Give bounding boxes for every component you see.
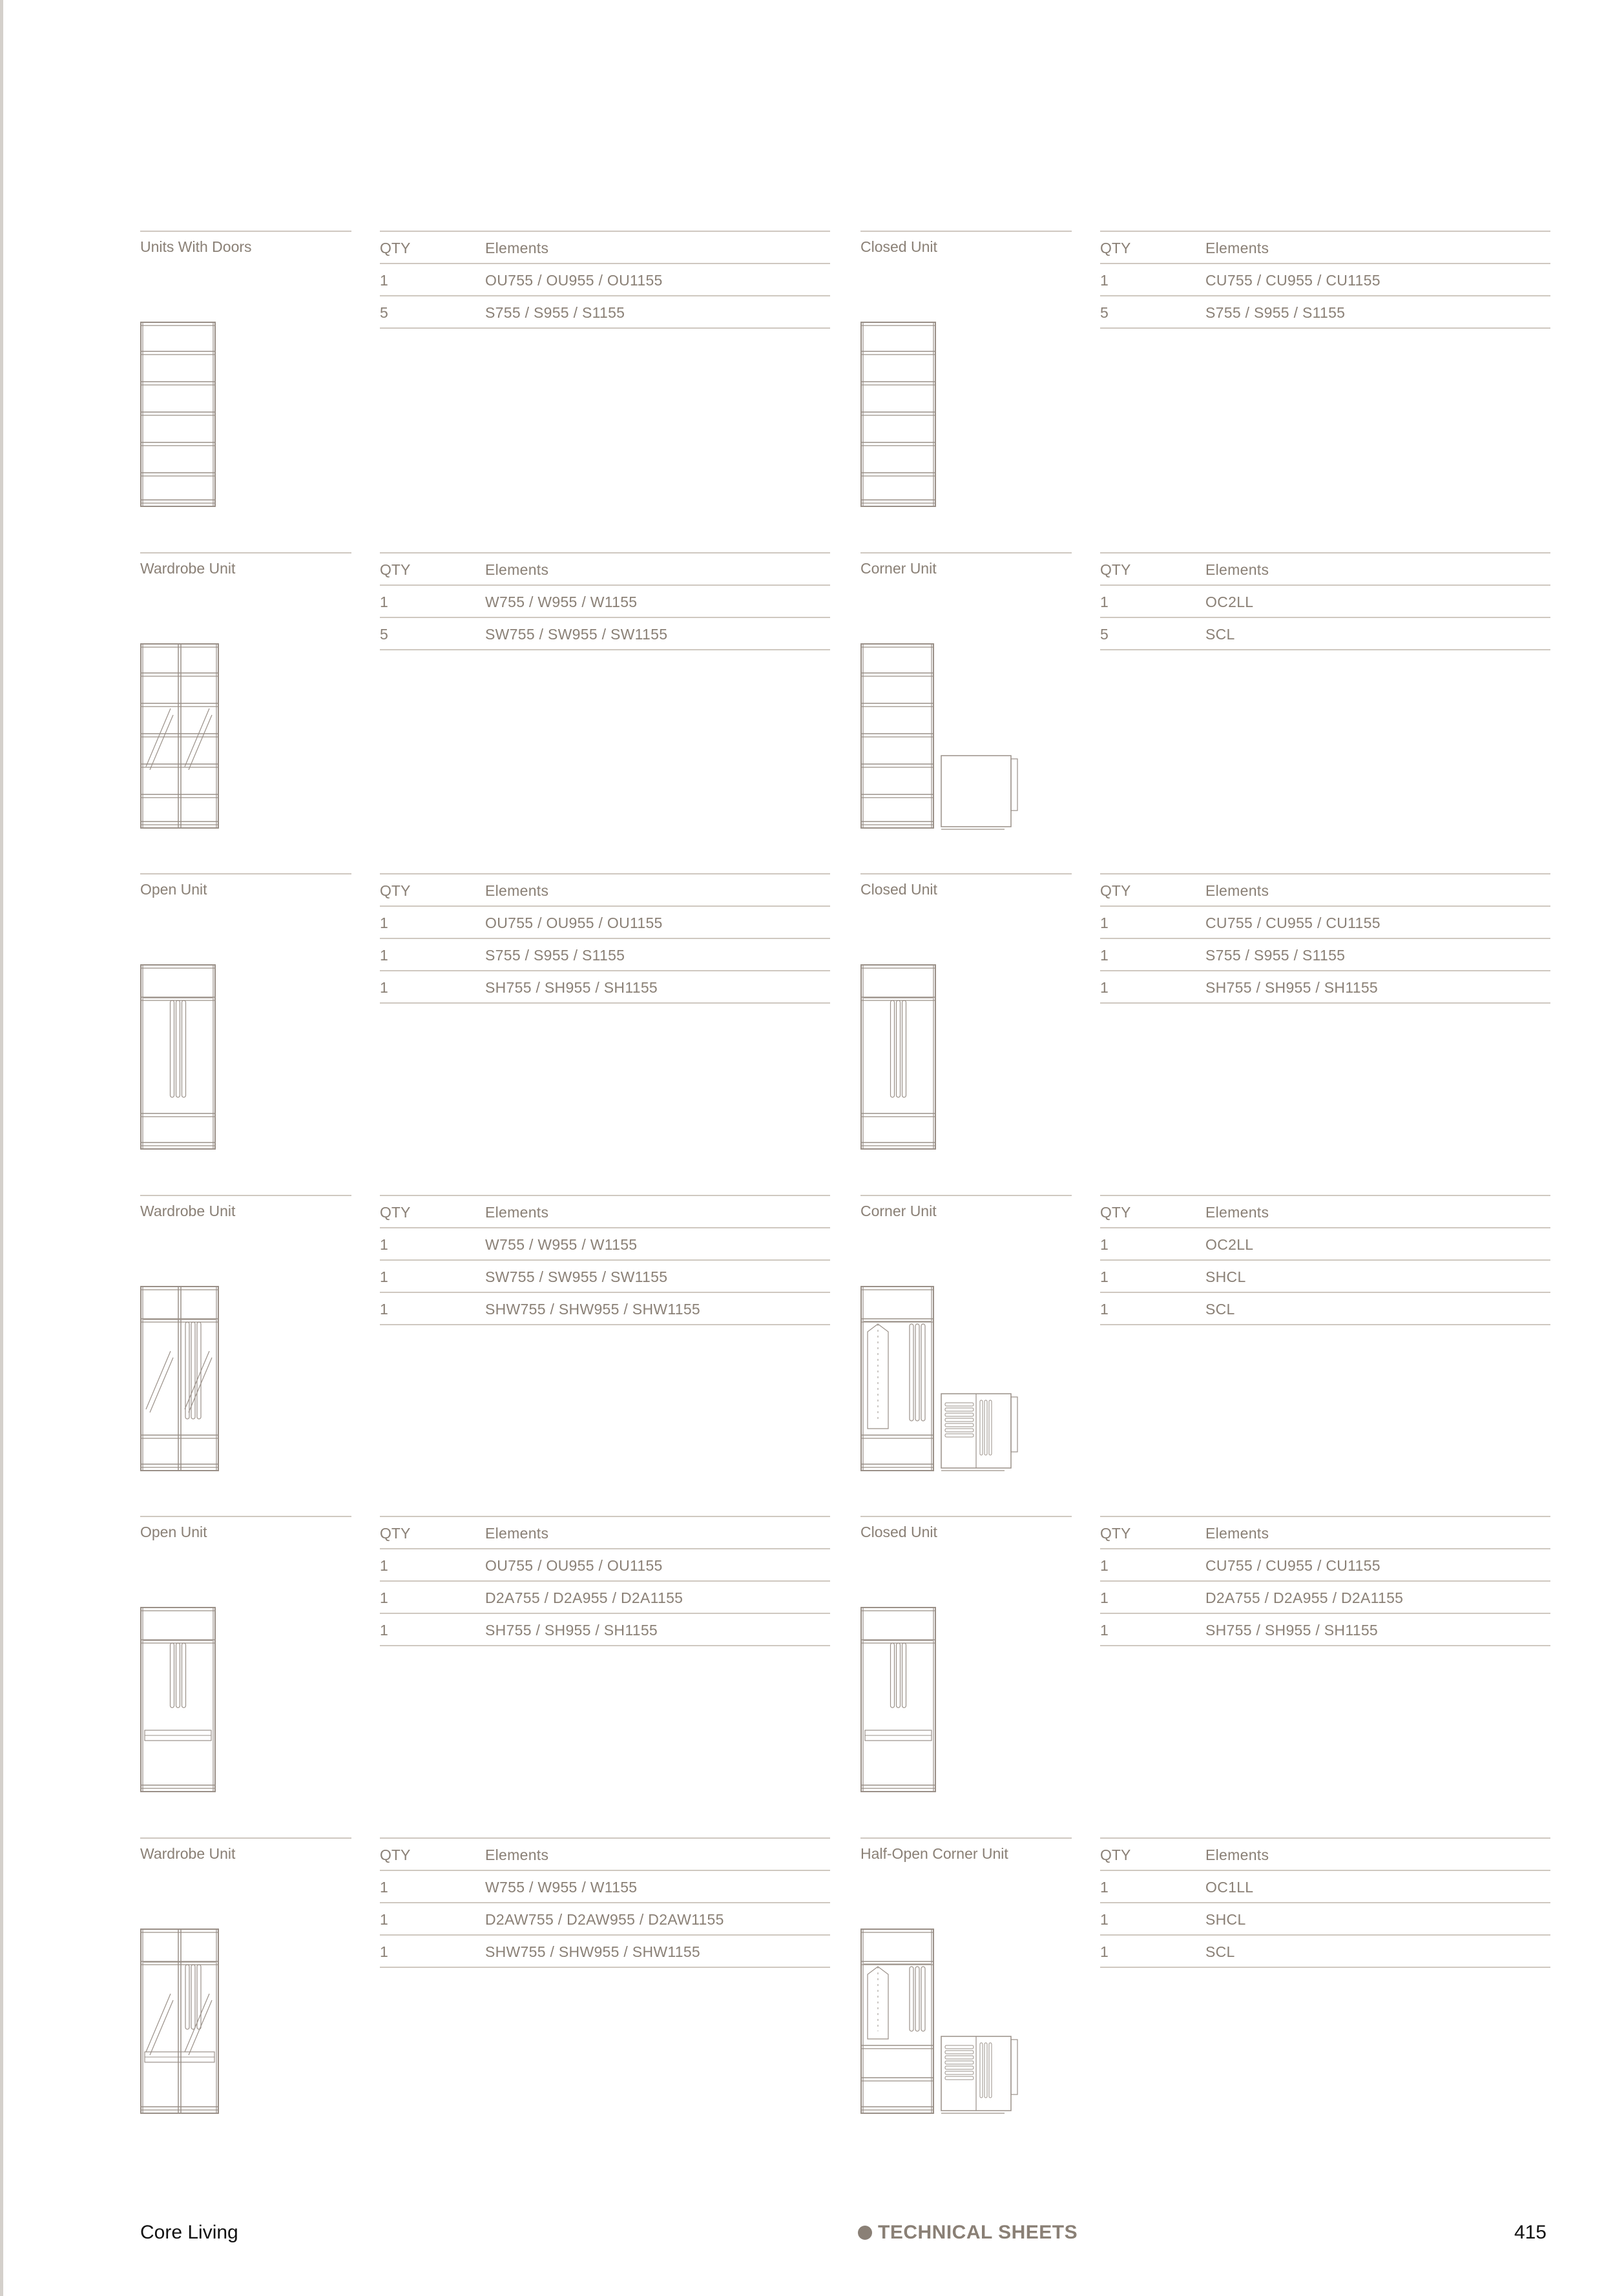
- qty-cell: 1: [380, 1943, 388, 1960]
- elements-cell: SHW755 / SHW955 / SHW1155: [485, 1943, 701, 1960]
- elements-cell: CU755 / CU955 / CU1155: [1205, 915, 1381, 931]
- qty-cell: 1: [1100, 594, 1109, 610]
- elements-cell: CU755 / CU955 / CU1155: [1205, 1557, 1381, 1574]
- unit-block: [140, 1195, 853, 1511]
- qty-cell: 1: [1100, 1911, 1109, 1928]
- elements-cell: SH755 / SH955 / SH1155: [485, 979, 658, 996]
- elements-table: [1100, 231, 1550, 329]
- table-row: [1100, 263, 1550, 295]
- table-row: [1100, 970, 1550, 1004]
- elements-table: [1100, 1195, 1550, 1325]
- elements-cell: SHCL: [1205, 1268, 1246, 1285]
- label-rule: [860, 1837, 1072, 1839]
- unit-drawing: [860, 1928, 1028, 2115]
- qty-cell: 1: [380, 915, 388, 931]
- elements-table: [1100, 873, 1550, 1004]
- unit-drawing: [860, 1285, 1028, 1473]
- qty-cell: 5: [1100, 626, 1109, 643]
- label-rule: [860, 1195, 1072, 1196]
- elements-cell: S755 / S955 / S1155: [485, 304, 625, 321]
- label-rule: [140, 1195, 351, 1196]
- qty-cell: 1: [380, 1911, 388, 1928]
- unit-label: Closed Unit: [860, 1524, 937, 1540]
- table-row: [380, 263, 830, 295]
- qty-cell: 1: [1100, 1622, 1109, 1639]
- qty-cell: 1: [1100, 1557, 1109, 1574]
- footer-section-title: [858, 2222, 1078, 2244]
- qty-cell: 1: [380, 1622, 388, 1639]
- qty-header: QTY: [1100, 1525, 1131, 1542]
- table-row: [1100, 1292, 1550, 1325]
- qty-cell: 1: [380, 947, 388, 964]
- unit-label: Closed Unit: [860, 881, 937, 898]
- elements-header: Elements: [485, 1204, 549, 1221]
- elements-table: [380, 873, 830, 1004]
- qty-cell: 1: [380, 1879, 388, 1896]
- table-header-row: [1100, 552, 1550, 584]
- footer-brand: Core Living: [140, 2222, 238, 2243]
- elements-cell: SW755 / SW955 / SW1155: [485, 1268, 668, 1285]
- unit-label: Units With Doors: [140, 238, 252, 255]
- elements-cell: D2AW755 / D2AW955 / D2AW1155: [485, 1911, 724, 1928]
- qty-header: QTY: [380, 561, 411, 578]
- qty-cell: 1: [380, 1557, 388, 1574]
- unit-drawing: [140, 643, 308, 830]
- table-header-row: [1100, 1837, 1550, 1870]
- elements-cell: SHCL: [1205, 1911, 1246, 1928]
- qty-cell: 1: [1100, 272, 1109, 289]
- qty-cell: 1: [380, 979, 388, 996]
- unit-label: Closed Unit: [860, 238, 937, 255]
- elements-cell: W755 / W955 / W1155: [485, 594, 638, 610]
- qty-cell: 1: [1100, 1301, 1109, 1318]
- table-header-row: [1100, 873, 1550, 905]
- elements-table: [380, 1516, 830, 1646]
- table-row: [1100, 938, 1550, 970]
- qty-cell: 1: [1100, 1943, 1109, 1960]
- elements-header: Elements: [1205, 561, 1269, 578]
- elements-cell: S755 / S955 / S1155: [1205, 947, 1346, 964]
- qty-header: QTY: [380, 1846, 411, 1863]
- unit-drawing: [140, 964, 308, 1151]
- elements-cell: S755 / S955 / S1155: [1205, 304, 1346, 321]
- elements-header: Elements: [485, 561, 549, 578]
- elements-table: [1100, 552, 1550, 650]
- table-header-row: [380, 1516, 830, 1548]
- unit-label: Half-Open Corner Unit: [860, 1845, 1008, 1862]
- table-row: [1100, 617, 1550, 650]
- qty-cell: 5: [380, 626, 388, 643]
- unit-drawing: [140, 1928, 308, 2115]
- qty-cell: 1: [380, 1268, 388, 1285]
- qty-header: QTY: [1100, 1204, 1131, 1221]
- qty-header: QTY: [1100, 561, 1131, 578]
- elements-header: Elements: [485, 882, 549, 899]
- bullet-dot-icon: [858, 2226, 872, 2240]
- table-header-row: [380, 873, 830, 905]
- unit-block: [140, 231, 853, 547]
- elements-cell: OU755 / OU955 / OU1155: [485, 272, 663, 289]
- elements-cell: D2A755 / D2A955 / D2A1155: [1205, 1589, 1404, 1606]
- elements-cell: SW755 / SW955 / SW1155: [485, 626, 668, 643]
- unit-label: Wardrobe Unit: [140, 560, 236, 577]
- unit-label: Wardrobe Unit: [140, 1845, 236, 1862]
- elements-cell: CU755 / CU955 / CU1155: [1205, 272, 1381, 289]
- elements-table: [1100, 1516, 1550, 1646]
- label-rule: [140, 1516, 351, 1517]
- unit-label: Corner Unit: [860, 560, 937, 577]
- elements-cell: W755 / W955 / W1155: [485, 1236, 638, 1253]
- label-rule: [860, 1516, 1072, 1517]
- qty-header: QTY: [380, 1204, 411, 1221]
- qty-cell: 1: [380, 1236, 388, 1253]
- elements-cell: OC2LL: [1205, 594, 1254, 610]
- unit-drawing: [860, 1606, 1028, 1794]
- qty-cell: 1: [1100, 915, 1109, 931]
- qty-header: QTY: [1100, 1846, 1131, 1863]
- table-header-row: [380, 552, 830, 584]
- table-row: [380, 1292, 830, 1325]
- elements-table: [380, 1837, 830, 1968]
- qty-cell: 1: [380, 272, 388, 289]
- table-header-row: [380, 1837, 830, 1870]
- label-rule: [140, 873, 351, 874]
- unit-label: Corner Unit: [860, 1203, 937, 1219]
- elements-header: Elements: [1205, 1204, 1269, 1221]
- elements-cell: OU755 / OU955 / OU1155: [485, 915, 663, 931]
- unit-block: [140, 873, 853, 1190]
- label-rule: [860, 873, 1072, 874]
- elements-cell: SH755 / SH955 / SH1155: [1205, 1622, 1379, 1639]
- unit-block: [140, 1516, 853, 1832]
- unit-label: Open Unit: [140, 881, 207, 898]
- qty-cell: 1: [380, 1301, 388, 1318]
- elements-cell: SHW755 / SHW955 / SHW1155: [485, 1301, 701, 1318]
- footer-section-label: TECHNICAL SHEETS: [878, 2222, 1078, 2243]
- qty-header: QTY: [380, 1525, 411, 1542]
- qty-cell: 1: [1100, 979, 1109, 996]
- table-row: [380, 1934, 830, 1968]
- elements-cell: S755 / S955 / S1155: [485, 947, 625, 964]
- unit-drawing: [140, 1285, 308, 1473]
- table-row: [380, 970, 830, 1004]
- unit-block: [140, 1837, 853, 2154]
- qty-cell: 1: [1100, 1268, 1109, 1285]
- page-edge: [0, 0, 3, 2296]
- elements-header: Elements: [485, 1846, 549, 1863]
- elements-cell: OC1LL: [1205, 1879, 1254, 1896]
- elements-table: [1100, 1837, 1550, 1968]
- qty-cell: 1: [1100, 1236, 1109, 1253]
- table-row: [1100, 1613, 1550, 1646]
- elements-table: [380, 231, 830, 329]
- unit-block: [860, 873, 1573, 1190]
- table-row: [380, 1870, 830, 1902]
- qty-header: QTY: [1100, 882, 1131, 899]
- elements-cell: OC2LL: [1205, 1236, 1254, 1253]
- unit-block: [860, 552, 1573, 869]
- table-row: [1100, 905, 1550, 938]
- table-row: [380, 1902, 830, 1934]
- table-header-row: [380, 1195, 830, 1227]
- table-row: [380, 1227, 830, 1259]
- unit-block: [860, 1195, 1573, 1511]
- elements-cell: SCL: [1205, 1301, 1235, 1318]
- elements-cell: D2A755 / D2A955 / D2A1155: [485, 1589, 683, 1606]
- qty-cell: 1: [380, 594, 388, 610]
- elements-header: Elements: [1205, 882, 1269, 899]
- table-header-row: [380, 231, 830, 263]
- unit-block: [860, 1837, 1573, 2154]
- table-row: [1100, 584, 1550, 617]
- unit-block: [860, 231, 1573, 547]
- table-header-row: [1100, 1516, 1550, 1548]
- unit-label: Open Unit: [140, 1524, 207, 1540]
- elements-cell: SCL: [1205, 1943, 1235, 1960]
- elements-cell: SCL: [1205, 626, 1235, 643]
- table-row: [1100, 1548, 1550, 1580]
- qty-cell: 1: [1100, 947, 1109, 964]
- table-row: [380, 1613, 830, 1646]
- qty-header: QTY: [380, 240, 411, 256]
- table-row: [1100, 1870, 1550, 1902]
- qty-cell: 1: [1100, 1589, 1109, 1606]
- table-row: [380, 938, 830, 970]
- label-rule: [140, 552, 351, 553]
- table-row: [380, 905, 830, 938]
- label-rule: [860, 231, 1072, 232]
- unit-drawing: [860, 643, 1028, 830]
- unit-drawing: [140, 1606, 308, 1794]
- table-row: [1100, 1580, 1550, 1613]
- page-number: 415: [1514, 2222, 1547, 2243]
- table-row: [380, 584, 830, 617]
- unit-drawing: [860, 321, 1028, 508]
- table-header-row: [1100, 1195, 1550, 1227]
- table-row: [380, 1259, 830, 1292]
- qty-cell: 1: [380, 1589, 388, 1606]
- qty-cell: 5: [1100, 304, 1109, 321]
- qty-cell: 1: [1100, 1879, 1109, 1896]
- table-row: [380, 295, 830, 329]
- label-rule: [140, 231, 351, 232]
- table-row: [380, 1548, 830, 1580]
- table-row: [1100, 1902, 1550, 1934]
- unit-drawing: [860, 964, 1028, 1151]
- table-row: [1100, 295, 1550, 329]
- unit-label: Wardrobe Unit: [140, 1203, 236, 1219]
- elements-cell: SH755 / SH955 / SH1155: [485, 1622, 658, 1639]
- elements-table: [380, 1195, 830, 1325]
- elements-cell: SH755 / SH955 / SH1155: [1205, 979, 1379, 996]
- unit-drawing: [140, 321, 308, 508]
- table-row: [1100, 1934, 1550, 1968]
- unit-block: [860, 1516, 1573, 1832]
- label-rule: [860, 552, 1072, 553]
- table-row: [380, 617, 830, 650]
- unit-block: [140, 552, 853, 869]
- table-header-row: [1100, 231, 1550, 263]
- qty-header: QTY: [1100, 240, 1131, 256]
- elements-header: Elements: [485, 240, 549, 256]
- qty-cell: 5: [380, 304, 388, 321]
- elements-table: [380, 552, 830, 650]
- table-row: [380, 1580, 830, 1613]
- qty-header: QTY: [380, 882, 411, 899]
- label-rule: [140, 1837, 351, 1839]
- elements-cell: OU755 / OU955 / OU1155: [485, 1557, 663, 1574]
- elements-cell: W755 / W955 / W1155: [485, 1879, 638, 1896]
- elements-header: Elements: [1205, 1525, 1269, 1542]
- elements-header: Elements: [485, 1525, 549, 1542]
- table-row: [1100, 1227, 1550, 1259]
- elements-header: Elements: [1205, 240, 1269, 256]
- table-row: [1100, 1259, 1550, 1292]
- elements-header: Elements: [1205, 1846, 1269, 1863]
